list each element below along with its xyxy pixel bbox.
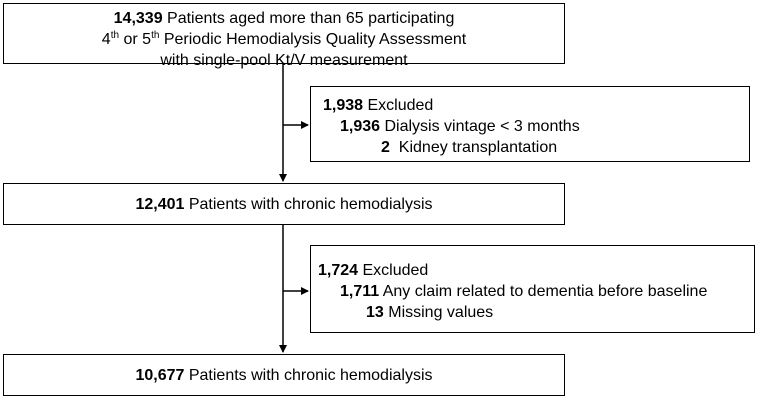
exclusion-box-2 [310,245,755,333]
box-chronic-hemodialysis-final [3,354,565,396]
exclusion-box-1 [310,86,750,162]
excl1-item: 2 Kidney transplantation [381,139,558,156]
box-initial-population [3,3,565,69]
box1-line3: with single-pool Kt/V measurement [160,52,408,69]
excl2-item: 1,711 Any claim related to dementia before baseline [340,283,708,300]
excl1-header: 1,938 Excluded [323,97,434,114]
excl2-item: 13 Missing values [366,304,494,321]
box-chronic-hemodialysis-1 [3,183,565,225]
box3-line: 10,677 Patients with chronic hemodialysis [135,367,433,384]
excl1-item: 1,936 Dialysis vintage < 3 months [340,118,580,135]
box2-line: 12,401 Patients with chronic hemodialysis [135,196,433,213]
box1-line1: 14,339 Patients aged more than 65 participating [113,10,455,27]
box1-count: 14,339 [113,10,163,27]
excl2-header: 1,724 Excluded [318,262,429,279]
box1-line2: 4th or 5th Periodic Hemodialysis Quality Assessment [101,30,467,48]
